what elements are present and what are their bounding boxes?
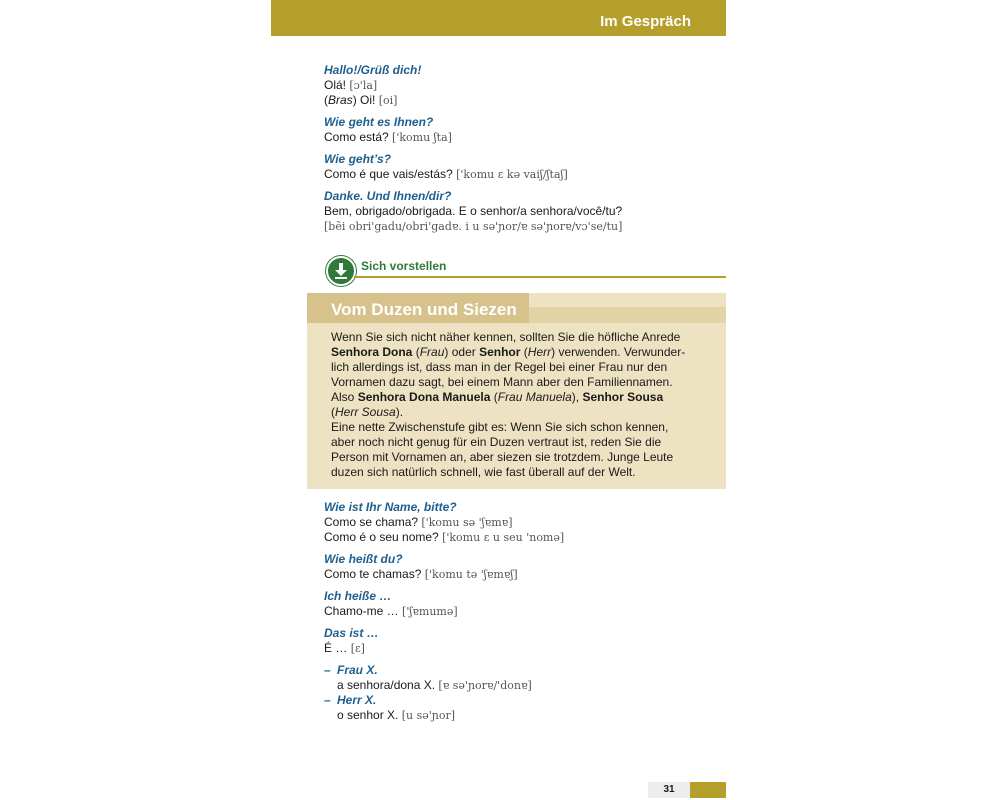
portuguese-line: Como se chama? ['komu sə 'ʃɐmɐ]: [324, 515, 513, 529]
german-phrase: Frau X.: [337, 663, 378, 677]
german-phrase: Ich heiße …: [324, 589, 392, 603]
portuguese-line: Bem, obrigado/obrigada. E o senhor/a senhora/você/tu?: [324, 204, 623, 218]
info-box: [307, 293, 726, 489]
pronunciation: ['komu ɛ u seu 'nomə]: [442, 531, 565, 544]
german-phrase: Herr X.: [337, 693, 377, 707]
info-box-tab-extension: [529, 307, 726, 323]
german-phrase: Wie geht’s?: [324, 152, 392, 166]
phrase-group: [324, 500, 684, 545]
pronunciation: [ɛ]: [350, 642, 365, 655]
portuguese-line: É … [ɛ]: [324, 641, 365, 655]
phrase-group: [324, 552, 684, 582]
info-box-title: Vom Duzen und Siezen: [331, 300, 517, 319]
pronunciation: ['komu tə 'ʃɐmɐʃ]: [424, 568, 518, 581]
info-box-text: Wenn Sie sich nicht näher kennen, sollten Sie die höfliche Anrede Senhora Dona (Frau) oder Senhor (Herr) verwenden. Verwunder- lich allerdings ist, dass man in der Regel bei einer Frau nur den Vornamen dazu sagt, bei einem Mann aber den Familiennamen. Also Senhora Dona Manuela (Frau Manuela), Senhor Sousa (Herr Sousa). Eine nette Zwischenstufe gibt es: Wenn Sie sich schon kennen, aber noch nicht genug für ein Duzen vertraut ist, reden Sie die Person mit Vornamen an, aber siezen sie trotzdem. Junge Leute duzen sich natürlich schnell, wie fast überall auf der Welt.: [331, 330, 686, 479]
pronunciation: [ɔ'la]: [349, 79, 378, 92]
german-phrase: Das ist …: [324, 626, 379, 640]
portuguese-line: Como te chamas? ['komu tə 'ʃɐmɐʃ]: [324, 567, 518, 581]
german-phrase: Wie ist Ihr Name, bitte?: [324, 500, 457, 514]
german-phrase: Danke. Und Ihnen/dir?: [324, 189, 452, 203]
portuguese-line: (Bras) Oi! [oi]: [324, 93, 398, 107]
german-phrase: Wie heißt du?: [324, 552, 403, 566]
german-phrase: Wie geht es Ihnen?: [324, 115, 434, 129]
dash-bullet: –: [324, 693, 331, 707]
portuguese-line: Como está? ['komu ʃta]: [324, 130, 452, 144]
portuguese-line: Como é o seu nome? ['komu ɛ u seu 'nomə]: [324, 530, 565, 544]
phrase-group: [324, 115, 684, 145]
download-icon[interactable]: [326, 256, 356, 286]
pronunciation: [u sə'ɲor]: [401, 709, 456, 722]
footer-accent-bar: [690, 782, 726, 798]
phrase-group: [324, 152, 684, 182]
book-page: [271, 0, 726, 800]
dash-bullet: –: [324, 663, 331, 677]
phrase-group: [324, 626, 684, 656]
german-phrase: Hallo!/Grüß dich!: [324, 63, 422, 77]
portuguese-line: Olá! [ɔ'la]: [324, 78, 378, 92]
greetings-block: [324, 63, 684, 234]
pronunciation: ['komu ɛ kə vaiʃ/ʃtaʃ]: [456, 168, 568, 181]
section-divider: [354, 276, 726, 278]
sub-item: [324, 693, 684, 723]
portuguese-line: o senhor X. [u sə'ɲor]: [337, 708, 456, 722]
pronunciation: ['ʃɐmumə]: [402, 605, 458, 618]
pronunciation: [oi]: [378, 94, 398, 107]
phrase-group: [324, 189, 684, 234]
phrase-group: [324, 63, 684, 108]
pronunciation: ['komu sə 'ʃɐmɐ]: [421, 516, 513, 529]
pronunciation: [bẽi obri'gadu/obri'gadɐ. i u sə'ɲor/ɐ sə'ɲorɐ/vɔ'se/tu]: [324, 220, 623, 233]
portuguese-line: Como é que vais/estás? ['komu ɛ kə vaiʃ/ʃtaʃ]: [324, 167, 568, 181]
portuguese-line: Chamo-me … ['ʃɐmumə]: [324, 604, 458, 618]
section-title: Sich vorstellen: [361, 259, 447, 273]
portuguese-line: [324, 219, 684, 234]
pronunciation: [ɐ sə'ɲorɐ/'donɐ]: [438, 679, 532, 692]
page-number: 31: [648, 782, 690, 798]
phrases-block: [324, 500, 684, 723]
sub-item: [324, 663, 684, 693]
pronunciation: ['komu ʃta]: [392, 131, 452, 144]
chapter-title: Im Gespräch: [600, 13, 691, 30]
info-box-tab: [307, 293, 529, 323]
portuguese-line: a senhora/dona X. [ɐ sə'ɲorɐ/'donɐ]: [337, 678, 532, 692]
phrase-group: [324, 589, 684, 619]
section-heading: [326, 256, 726, 278]
